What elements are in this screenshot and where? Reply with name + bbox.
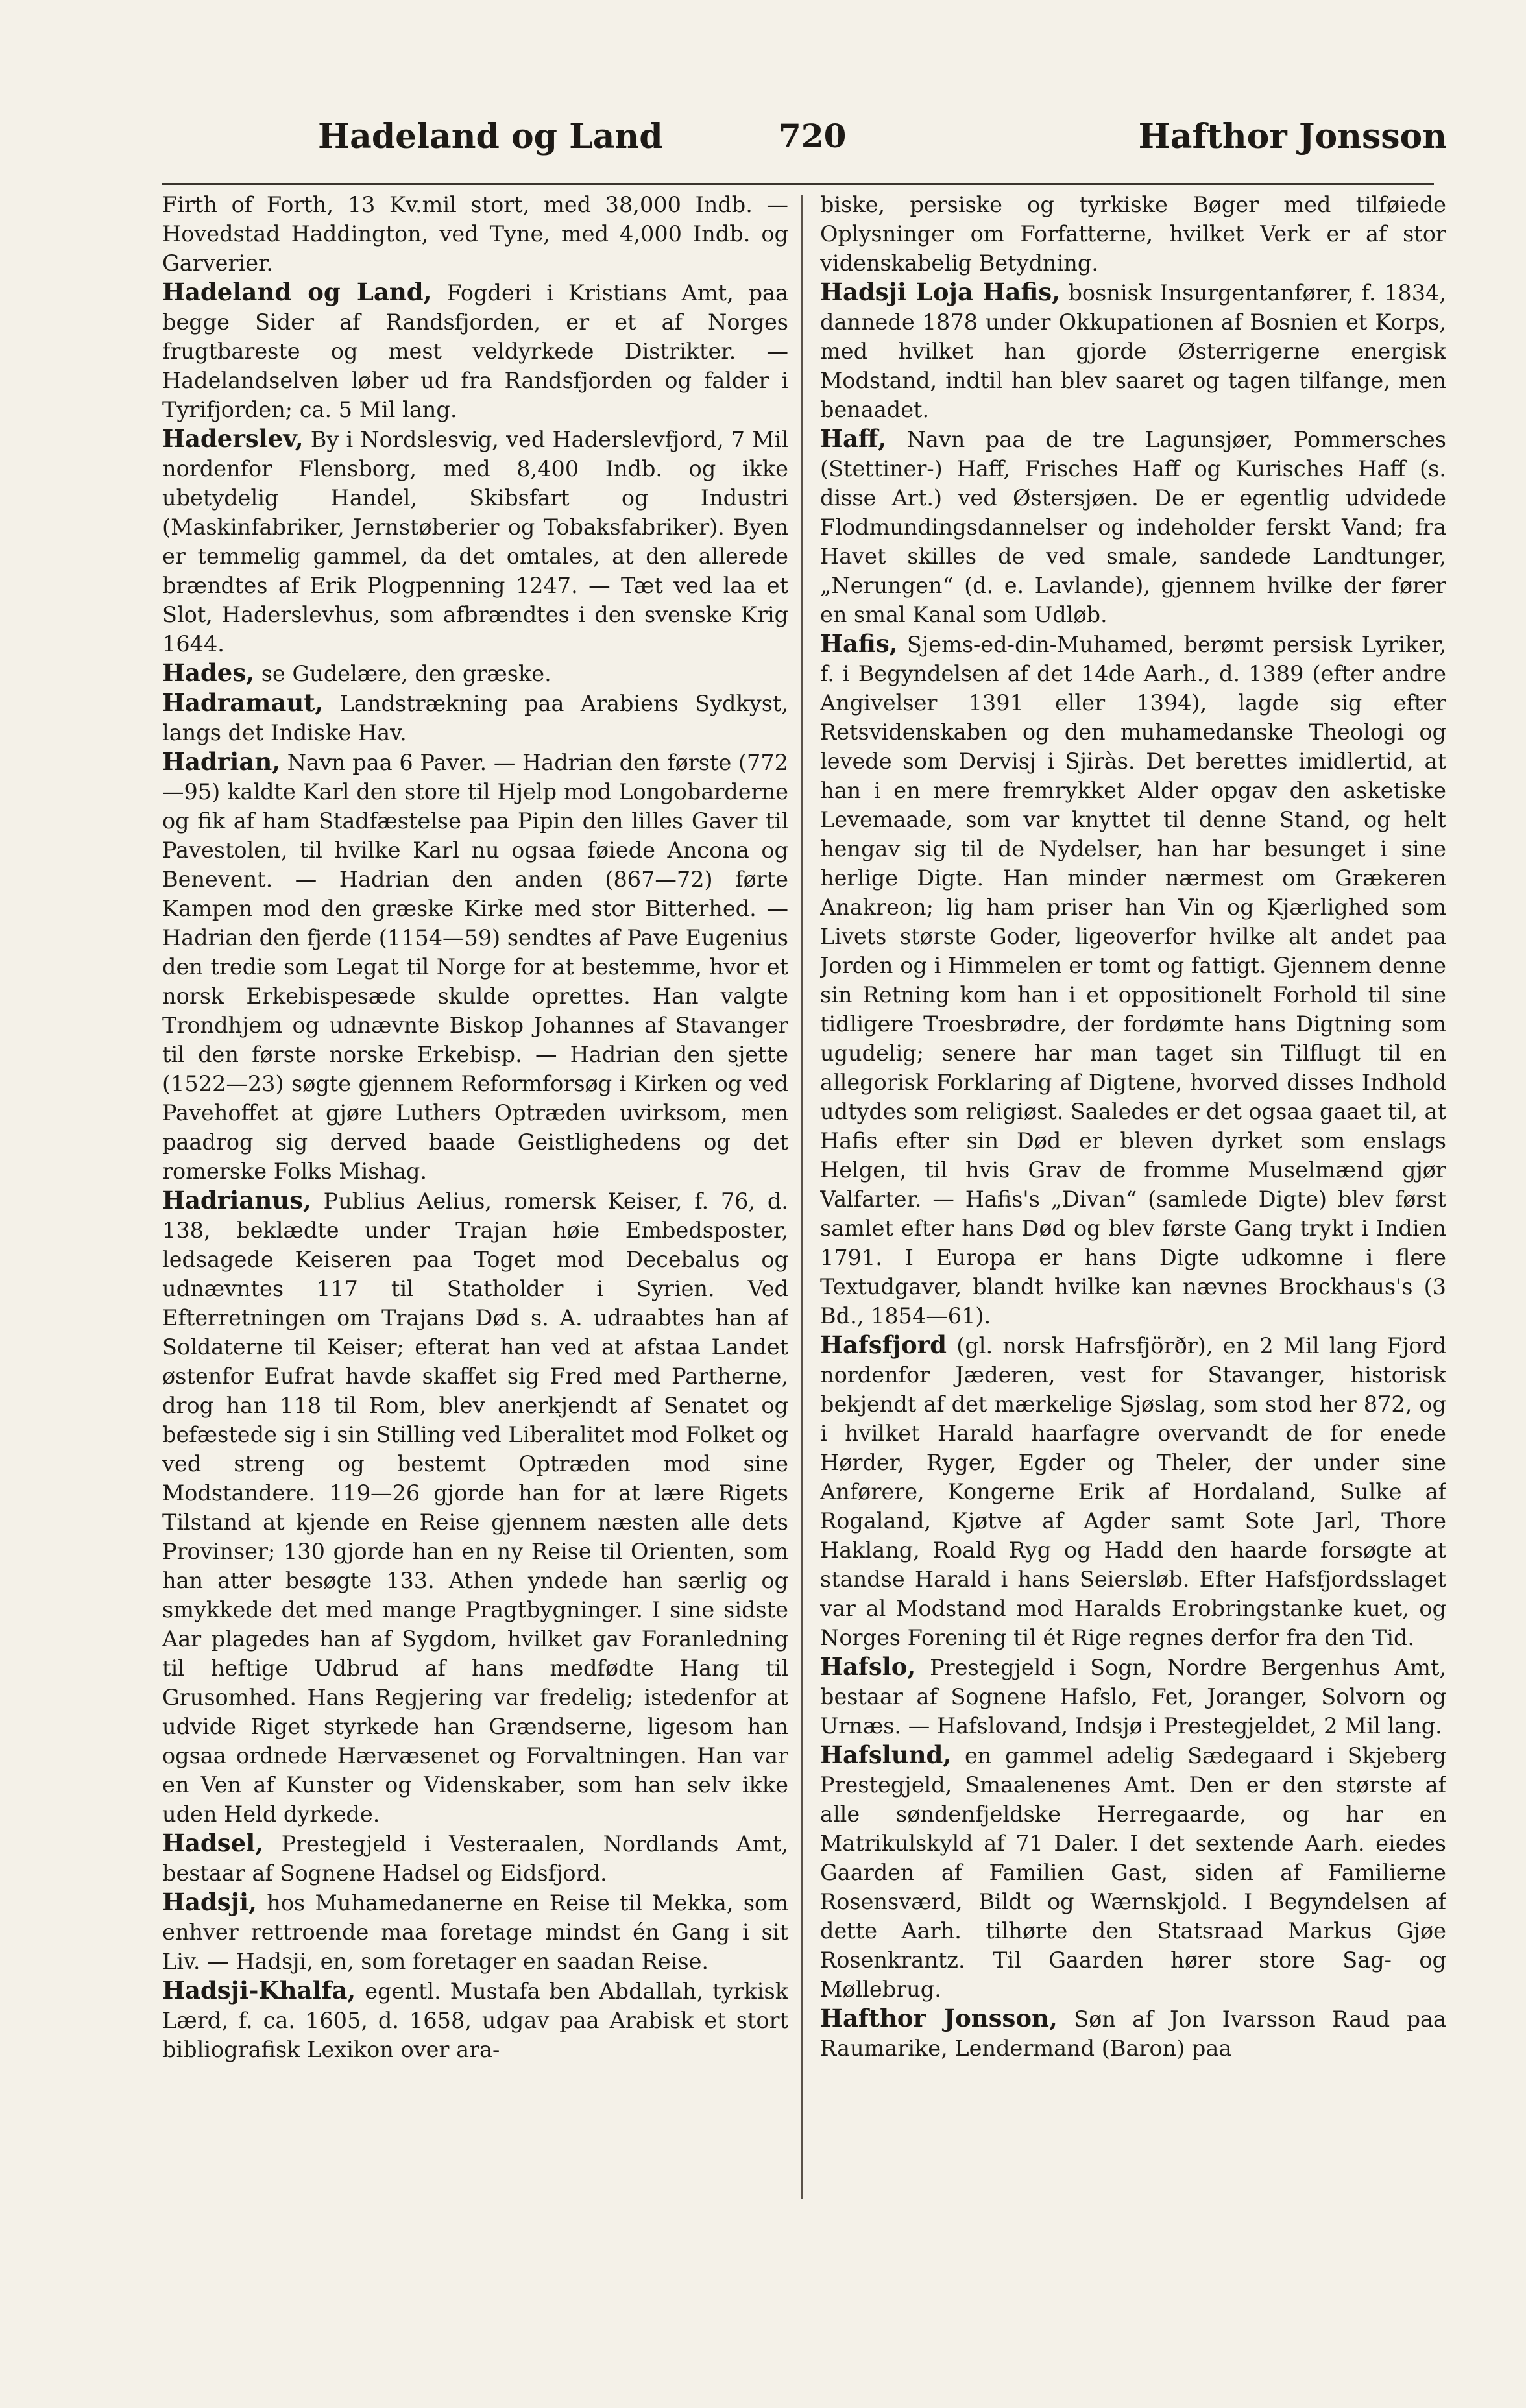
headword: Hadrian, [162,747,281,776]
page-number: 720 [779,117,847,155]
entry-hafthor-jonsson: Hafthor Jonsson, Søn af Jon Ivarsson Raud paa Raumarike, Lendermand (Baron) paa [820,2004,1446,2061]
headword: Hadsel, [162,1829,264,1857]
headword: Haderslev, [162,424,304,453]
headword: Hafis, [820,629,898,658]
column-divider [801,195,803,2199]
page-header [162,117,1447,175]
headword: Hafsfjord [820,1330,947,1359]
entry-hadrian: Hadrian, Navn paa 6 Paver. — Hadrian den første (772—95) kaldte Karl den store til Hjelp mod Longobarderne og fik af ham Stadfæstelse paa Pipin den lilles Gaver til Pavestolen, til hvilke Karl nu ogsaa føiede Ancona og Benevent. — Hadrian den anden (867—72) førte Kampen mod den græske Kirke med stor Bitterhed. — Hadrian den fjerde (1154—59) sendtes af Pave Eugenius den tredie som Legat til Norge for at bestemme, hvor et norsk Erkebispesæde skulde oprettes. Han valgte Trondhjem og udnævnte Biskop Johannes af Stavanger til den første norske Erkebisp. — Hadrian den sjette (1522—23) søgte gjennem Reformforsøg i Kirken og ved Pavehoffet at gjøre Luthers Optræden uvirksom, men paadrog sig derved baade Geistlighedens og det romerske Folks Mishag. [162,747,788,1184]
left-column [162,189,788,2213]
entry-hafslund: Hafslund, en gammel adelig Sædegaard i Skjeberg Prestegjeld, Smaalenenes Amt. Den er den største af alle søndenfjeldske Herregaarde, og har en Matrikulskyld af 71 Daler. I det sextende Aarh. eiedes Gaarden af Familien Gast, siden af Familierne Rosensværd, Bildt og Wærnskjold. I Begyndelsen af dette Aarh. tilhørte den Statsraad Markus Gjøe Rosenkrantz. Til Gaarden hører store Sag- og Møllebrug. [820,1740,1446,2002]
entry-hadeland: Hadeland og Land, Fogderi i Kristians Amt, paa begge Sider af Randsfjorden, er et af Norges frugtbareste og mest veldyrkede Distrikter. — Hadelandselven løber ud fra Randsfjorden og falder i Tyrifjorden; ca. 5 Mil lang. [162,278,788,422]
headword: Haff, [820,424,887,453]
headword: Hadramaut, [162,688,324,717]
entry-haff: Haff, Navn paa de tre Lagunsjøer, Pommersches (Stettiner-) Haff, Frisches Haff og Kurisches Haff (s. disse Art.) ved Østersjøen. De er egentlig udvidede Flodmundingsdannelser og indeholder ferskt Vand; fra Havet skilles de ved smale, sandede Landtunger, „Nerungen“ (d. e. Lavlande), gjennem hvilke der fører en smal Kanal som Udløb. [820,424,1446,627]
header-rule [162,183,1434,185]
entry-hadsel: Hadsel, Prestegjeld i Vesteraalen, Nordlands Amt, bestaar af Sognene Hadsel og Eidsfjord. [162,1829,788,1886]
headword: Hadsji Loja Hafis, [820,278,1061,306]
headword: Hadsji, [162,1888,257,1916]
headword: Hades, [162,658,255,687]
headword: Hafslund, [820,1740,952,1769]
entry-hadsji-loja-hafis: Hadsji Loja Hafis, bosnisk Insurgentanfører, f. 1834, dannede 1878 under Okkupationen af Bosnien et Korps, med hvilket han gjorde Østerrigerne energisk Modstand, indtil han blev saaret og tagen tilfange, men benaadet. [820,278,1446,422]
headword: Hafthor Jonsson, [820,2004,1058,2032]
headword: Hafslo, [820,1652,916,1681]
running-head-right: Hafthor Jonsson [1138,117,1447,156]
entry-haderslev: Haderslev, By i Nordslesvig, ved Haderslevfjord, 7 Mil nordenfor Flensborg, med 8,400 Indb. og ikke ubetydelig Handel, Skibsfart og Industri (Maskinfabriker, Jernstøberier og Tobaksfabriker). Byen er temmelig gammel, da det omtales, at den allerede brændtes af Erik Plogpenning 1247. — Tæt ved laa et Slot, Haderslevhus, som afbrændtes i den svenske Krig 1644. [162,424,788,656]
entry-firth: Firth of Forth, 13 Kv.mil stort, med 38,000 Indb. — Hovedstad Haddington, ved Tyne, med 4,000 Indb. og Garverier. [162,192,788,276]
headword: Hadrianus, [162,1186,311,1214]
entry-hadrianus: Hadrianus, Publius Aelius, romersk Keiser, f. 76, d. 138, beklædte under Trajan høie Embedsposter, ledsagede Keiseren paa Toget mod Decebalus og udnævntes 117 til Statholder i Syrien. Ved Efterretningen om Trajans Død s. A. udraabtes han af Soldaterne til Keiser; efterat han ved at afstaa Landet østenfor Eufrat havde skaffet sig Fred med Partherne, drog han 118 til Rom, blev anerkjendt af Senatet og befæstede sig i sin Stilling ved Liberalitet mod Folket og ved streng og bestemt Optræden mod sine Modstandere. 119—26 gjorde han for at lære Rigets Tilstand at kjende en Reise gjennem næsten alle dets Provinser; 130 gjorde han en ny Reise til Orienten, som han atter besøgte 133. Athen yndede han særlig og smykkede det med mange Pragtbygninger. I sine sidste Aar plagedes han af Sygdom, hvilket gav Foranledning til heftige Udbrud af hans medfødte Hang til Grusomhed. Hans Regjering var fredelig; istedenfor at udvide Riget styrkede han Grændserne, ligesom han ogsaa ordnede Hærvæsenet og Forvaltningen. Han var en Ven af Kunster og Videnskaber, som han selv ikke uden Held dyrkede. [162,1186,788,1827]
entry-hadsji-khalfa: Hadsji-Khalfa, egentl. Mustafa ben Abdallah, tyrkisk Lærd, f. ca. 1605, d. 1658, udgav paa Arabisk et stort bibliografisk Lexikon over ara- [162,1976,788,2062]
entry-hadramaut: Hadramaut, Landstrækning paa Arabiens Sydkyst, langs det Indiske Hav. [162,688,788,745]
running-head-left: Hadeland og Land [318,117,663,156]
entry-hafsfjord: Hafsfjord (gl. norsk Hafrsfjörðr), en 2 Mil lang Fjord nordenfor Jæderen, vest for Stavanger, historisk bekjendt af det mærkelige Sjøslag, som stod her 872, og i hvilket Harald haarfagre overvandt de for enede Hørder, Ryger, Egder og Theler, der under sine Anførere, Kongerne Erik af Hordaland, Sulke af Rogaland, Kjøtve af Agder samt Sote Jarl, Thore Haklang, Roald Ryg og Hadd den haarde forsøgte at standse Harald i hans Seiersløb. Efter Hafsfjordsslaget var al Modstand mod Haralds Erobringstanke kuet, og Norges Forening til ét Rige regnes derfor fra den Tid. [820,1330,1446,1650]
headword: Hadeland og Land, [162,278,432,306]
entry-hades: Hades, se Gudelære, den græske. [162,658,551,687]
right-column [820,189,1446,2213]
entry-hadsji: Hadsji, hos Muhamedanerne en Reise til Mekka, som enhver rettroende maa foretage mindst én Gang i sit Liv. — Hadsji, en, som foretager en saadan Reise. [162,1888,788,1974]
headword: Hadsji-Khalfa, [162,1976,356,2005]
entry-hafis: Hafis, Sjems-ed-din-Muhamed, berømt persisk Lyriker, f. i Begyndelsen af det 14de Aarh., d. 1389 (efter andre Angivelser 1391 eller 1394), lagde sig efter Retsvidenskaben og den muhamedanske Theologi og levede som Dervisj i Sjiràs. Det berettes imidlertid, at han i en mere fremrykket Alder opgav den asketiske Levemaade, som var knyttet til denne Stand, og helt hengav sig til de Nydelser, han har besunget i sine herlige Digte. Han minder nærmest om Grækeren Anakreon; lig ham priser han Vin og Kjærlighed som Livets største Goder, ligeoverfor hvilke alt andet paa Jorden og i Himmelen er tomt og fattigt. Gjennem denne sin Retning kom han i et oppositionelt Forhold til sine tidligere Troesbrødre, der fordømte hans Digtning som ugudelig; senere har man taget sin Tilflugt til en allegorisk Forklaring af Digtene, hvorved disses Indhold udtydes som religiøst. Saaledes er det ogsaa gaaet til, at Hafis efter sin Død er bleven dyrket som enslags Helgen, til hvis Grav de fromme Muselmænd gjør Valfarter. — Hafis's „Divan“ (samlede Digte) blev først samlet efter hans Død og blev første Gang trykt i Indien 1791. I Europa er hans Digte udkomne i flere Textudgaver, blandt hvilke kan nævnes Brockhaus's (3 Bd., 1854—61). [820,629,1446,1329]
entry-hafslo: Hafslo, Prestegjeld i Sogn, Nordre Bergenhus Amt, bestaar af Sognene Hafslo, Fet, Joranger, Solvorn og Urnæs. — Hafslovand, Indsjø i Prestegjeldet, 2 Mil lang. [820,1652,1446,1739]
entry-continued: biske, persiske og tyrkiske Bøger med tilføiede Oplysninger om Forfatterne, hvilket Verk er af stor videnskabelig Betydning. [820,192,1446,276]
